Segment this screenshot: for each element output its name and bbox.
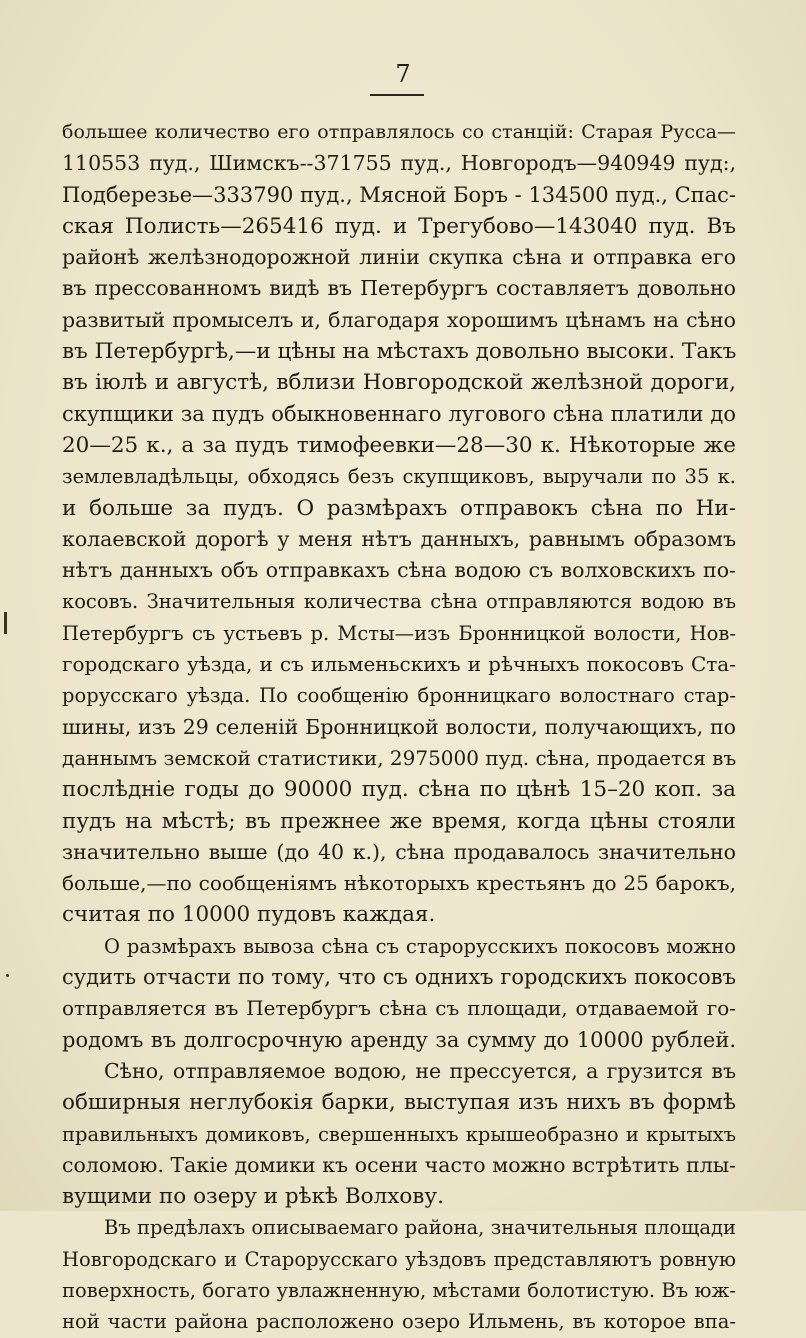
text-line: Новгородскаго и Старорусскаго уѣздовъ представляютъ ровную bbox=[62, 1247, 736, 1271]
text-line: соломою. Такiе домики къ осени часто можно встрѣтить плы- bbox=[62, 1152, 736, 1177]
text-line: 110553 пуд., Шимскъ--371755 пуд., Новгородъ—940949 пуд:, bbox=[62, 151, 736, 176]
text-line: Въ предѣлахъ описываемаго района, значительныя площади bbox=[104, 1216, 736, 1240]
text-line: считая по 10000 пудовъ каждая. bbox=[62, 902, 436, 928]
page-number: 7 bbox=[395, 60, 411, 88]
text-line: большее количество его отправлялось со станцiй: Старая Русса— bbox=[62, 121, 736, 143]
page-number-rule bbox=[370, 94, 424, 96]
text-line: ская Полисть—265416 пуд. и Трегубово—143040 пуд. Въ bbox=[62, 213, 736, 239]
text-line: послѣднiе годы до 90000 пуд. сѣна по цѣнѣ 15–20 коп. за bbox=[62, 777, 736, 803]
text-line: даннымъ земской статистики, 2975000 пуд. сѣна, продается въ bbox=[62, 745, 736, 770]
text-line: судить отчасти по тому, что съ однихъ городскихъ покосовъ bbox=[62, 965, 736, 990]
text-line: вущими по озеру и рѣкѣ Волхову. bbox=[62, 1184, 444, 1210]
text-line: родомъ въ долгосрочную аренду за сумму до 10000 рублей. bbox=[62, 1027, 736, 1052]
text-line: О размѣрахъ вывоза сѣна съ старорусскихъ покосовъ можно bbox=[104, 934, 736, 958]
text-line: развитый промыселъ и, благодаря хорошимъ цѣнамъ на сѣно bbox=[62, 307, 736, 332]
text-line: обширныя неглубокiя барки, выступая изъ нихъ въ формѣ bbox=[62, 1090, 736, 1116]
text-line: рорусскаго уѣзда. По сообщенiю бронницкаго волостнаго стар- bbox=[62, 684, 736, 708]
text-line: значительно выше (до 40 к.), сѣна продавалось значительно bbox=[62, 839, 736, 864]
text-line: въ прессованномъ видѣ въ Петербургъ составляетъ довольно bbox=[62, 276, 736, 301]
text-line: въ iюлѣ и августѣ, вблизи Новгородской желѣзной дороги, bbox=[62, 370, 736, 396]
margin-mark bbox=[4, 612, 7, 634]
text-line: въ Петербургѣ,—и цѣны на мѣстахъ довольно высоки. Такъ bbox=[62, 339, 736, 365]
text-line: Петербургъ съ устьевъ р. Мсты—изъ Бронницкой волости, Нов- bbox=[62, 621, 736, 645]
text-line: отправляется въ Петербургъ сѣна съ площади, отдаваемой го- bbox=[62, 996, 736, 1021]
text-line: правильныхъ домиковъ, свершенныхъ крышеобразно и крытыхъ bbox=[62, 1122, 736, 1146]
text-line: Сѣно, отправляемое водою, не прессуется, а грузится въ bbox=[104, 1058, 736, 1083]
text-line: районѣ желѣзнодорожной линiи скупка сѣна и отправка его bbox=[62, 245, 736, 270]
body-text bbox=[62, 117, 736, 1338]
text-line: пудъ на мѣстѣ; въ прежнее же время, когда цѣны стояли bbox=[62, 808, 736, 834]
text-line: землевладѣльцы, обходясь безъ скупщиковъ, выручали по 35 к. bbox=[62, 465, 736, 489]
text-line: больше,—по сообщенiямъ нѣкоторыхъ крестьянъ до 25 барокъ, bbox=[62, 871, 736, 896]
text-line: поверхность, богато увлажненную, мѣстами болотистую. Въ юж- bbox=[62, 1278, 736, 1302]
text-line: и больше за пудъ. О размѣрахъ отправокъ сѣна по Ни- bbox=[62, 495, 736, 521]
text-line: колаевской дорогѣ у меня нѣтъ данныхъ, равнымъ образомъ bbox=[62, 526, 736, 551]
text-line: ной части района расположено озеро Ильмень, въ которое впа- bbox=[62, 1310, 736, 1334]
text-line: косовъ. Значительныя количества сѣна отправляются водою въ bbox=[62, 590, 736, 614]
margin-dot bbox=[6, 974, 9, 977]
text-line: нѣтъ данныхъ объ отправкахъ сѣна водою съ волховскихъ по- bbox=[62, 558, 736, 583]
text-line: шины, изъ 29 селенiй Бронницкой волости, получающихъ, по bbox=[62, 714, 736, 739]
text-line: Подберезье—333790 пуд., Мясной Боръ - 134500 пуд., Спас- bbox=[62, 182, 736, 207]
text-line: городскаго уѣзда, и съ ильменьскихъ и рѣчныхъ покосовъ Ста- bbox=[62, 652, 736, 677]
text-line: 20—25 к., а за пудъ тимофеевки—28—30 к. Нѣкоторые же bbox=[62, 432, 736, 458]
text-line: скупщики за пудъ обыкновеннаго лугового сѣна платили до bbox=[62, 401, 736, 426]
